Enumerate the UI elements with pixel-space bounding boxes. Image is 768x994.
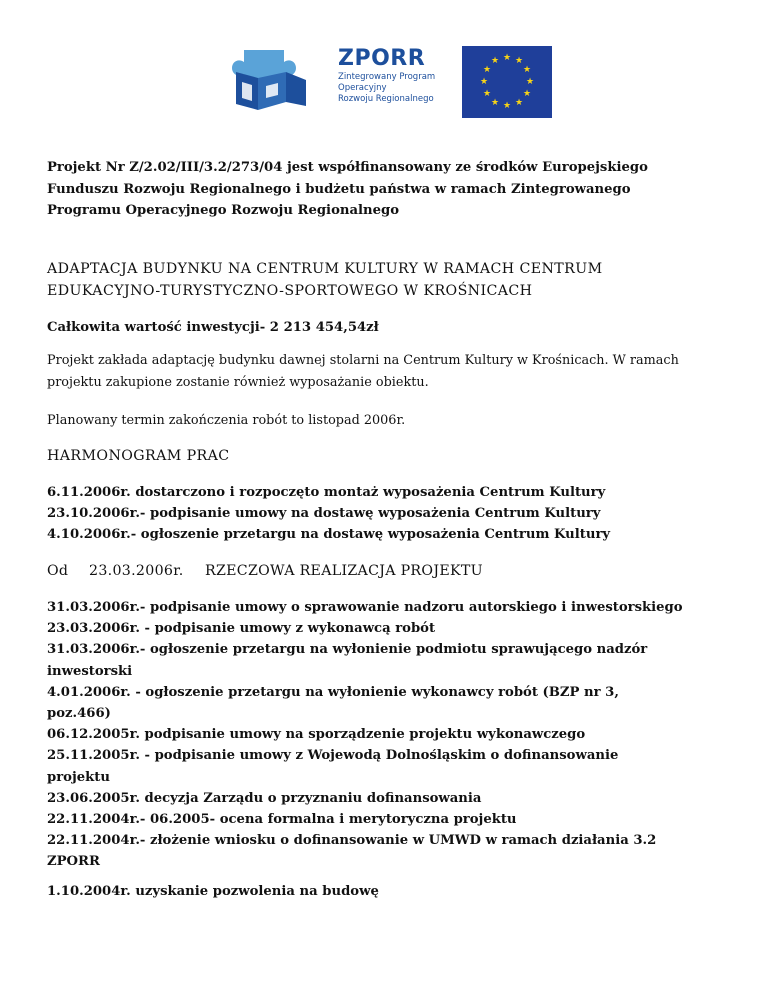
list-item: 31.03.2006r.- podpisanie umowy o sprawowanie nadzoru autorskiego i inwestorskiego	[47, 600, 683, 615]
intro-line: Programu Operacyjnego Rozwoju Regionalnego	[47, 203, 400, 218]
realization-label: RZECZOWA REALIZACJA PROJEKTU	[205, 563, 483, 579]
svg-text:★: ★	[525, 77, 535, 87]
svg-text:★: ★	[522, 89, 532, 99]
svg-text:★: ★	[502, 101, 512, 111]
list-item: 4.10.2006r.- ogłoszenie przetargu na dostawę wyposażenia Centrum Kultury	[47, 527, 611, 543]
list-item: 23.03.2006r. - podpisanie umowy z wykonawcą robót	[47, 621, 436, 637]
realization-od: Od	[47, 563, 69, 579]
svg-text:★: ★	[514, 98, 524, 108]
intro-paragraph	[47, 157, 727, 222]
description-line: projektu zakupione zostanie również wyposażanie obiektu.	[47, 374, 429, 390]
schedule-heading: HARMONOGRAM PRAC	[47, 448, 230, 464]
project-description	[47, 350, 727, 393]
list-item: inwestorski	[47, 663, 133, 679]
svg-text:★: ★	[482, 89, 492, 99]
svg-text:★: ★	[479, 77, 489, 87]
logo-row	[0, 42, 768, 118]
svg-text:★: ★	[490, 98, 500, 108]
intro-line: Funduszu Rozwoju Regionalnego i budżetu państwa w ramach Zintegrowanego	[47, 181, 631, 197]
project-title-line: EDUKACYJNO-TURYSTYCZNO-SPORTOWEGO W KROŚNICACH	[47, 283, 533, 299]
project-title	[47, 258, 737, 302]
list-item: 6.11.2006r. dostarczono i rozpoczęto montaż wyposażenia Centrum Kultury	[47, 485, 606, 500]
final-item: 1.10.2004r. uzyskanie pozwolenia na budowę	[47, 884, 379, 899]
realization-date: 23.03.2006r.	[89, 563, 184, 579]
list-item: 25.11.2005r. - podpisanie umowy z Wojewodą Dolnośląskim o dofinansowanie	[47, 748, 619, 764]
zporr-subtitle-line: Zintegrowany Program	[338, 72, 436, 82]
zporr-logo	[216, 42, 454, 118]
list-item: poz.466)	[47, 706, 111, 722]
list-item: ZPORR	[47, 854, 100, 870]
list-item: 4.01.2006r. - ogłoszenie przetargu na wyłonienie wykonawcy robót (BZP nr 3,	[47, 684, 619, 700]
svg-text:★: ★	[514, 56, 524, 66]
project-title-line: ADAPTACJA BUDYNKU NA CENTRUM KULTURY W RAMACH CENTRUM	[47, 261, 603, 277]
zporr-title: ZPORR	[338, 46, 426, 71]
zporr-subtitle-line: Rozwoju Regionalnego	[338, 94, 434, 104]
svg-text:★: ★	[490, 56, 500, 66]
schedule-list	[47, 482, 727, 546]
list-item: 22.11.2004r.- 06.2005- ocena formalna i merytoryczna projektu	[47, 812, 517, 828]
svg-text:★: ★	[502, 53, 512, 63]
zporr-subtitle	[338, 72, 448, 105]
list-item: 23.06.2005r. decyzja Zarządu o przyznaniu dofinansowania	[47, 790, 482, 806]
intro-line: Projekt Nr Z/2.02/III/3.2/273/04 jest współfinansowany ze środków Europejskiego	[47, 160, 648, 175]
total-value: Całkowita wartość inwestycji- 2 213 454,54zł	[47, 320, 379, 335]
deadline-text: Planowany termin zakończenia robót to listopad 2006r.	[47, 413, 406, 428]
list-item: 23.10.2006r.- podpisanie umowy na dostawę wyposażenia Centrum Kultury	[47, 506, 601, 522]
description-line: Projekt zakłada adaptację budynku dawnej stolarni na Centrum Kultury w Krośnicach. W ramach	[47, 353, 679, 368]
eu-flag-icon	[462, 46, 552, 118]
list-item: projektu	[47, 769, 110, 785]
list-item: 22.11.2004r.- złożenie wniosku o dofinansowanie w UMWD w ramach działania 3.2	[47, 833, 657, 849]
svg-text:★: ★	[482, 65, 492, 75]
puzzle-icon	[216, 42, 328, 118]
list-item: 06.12.2005r. podpisanie umowy na sporządzenie projektu wykonawczego	[47, 727, 586, 743]
realization-list	[47, 597, 727, 873]
list-item: 31.03.2006r.- ogłoszenie przetargu na wyłonienie podmiotu sprawującego nadzór	[47, 642, 648, 658]
zporr-subtitle-line: Operacyjny	[338, 83, 387, 93]
svg-text:★: ★	[522, 65, 532, 75]
